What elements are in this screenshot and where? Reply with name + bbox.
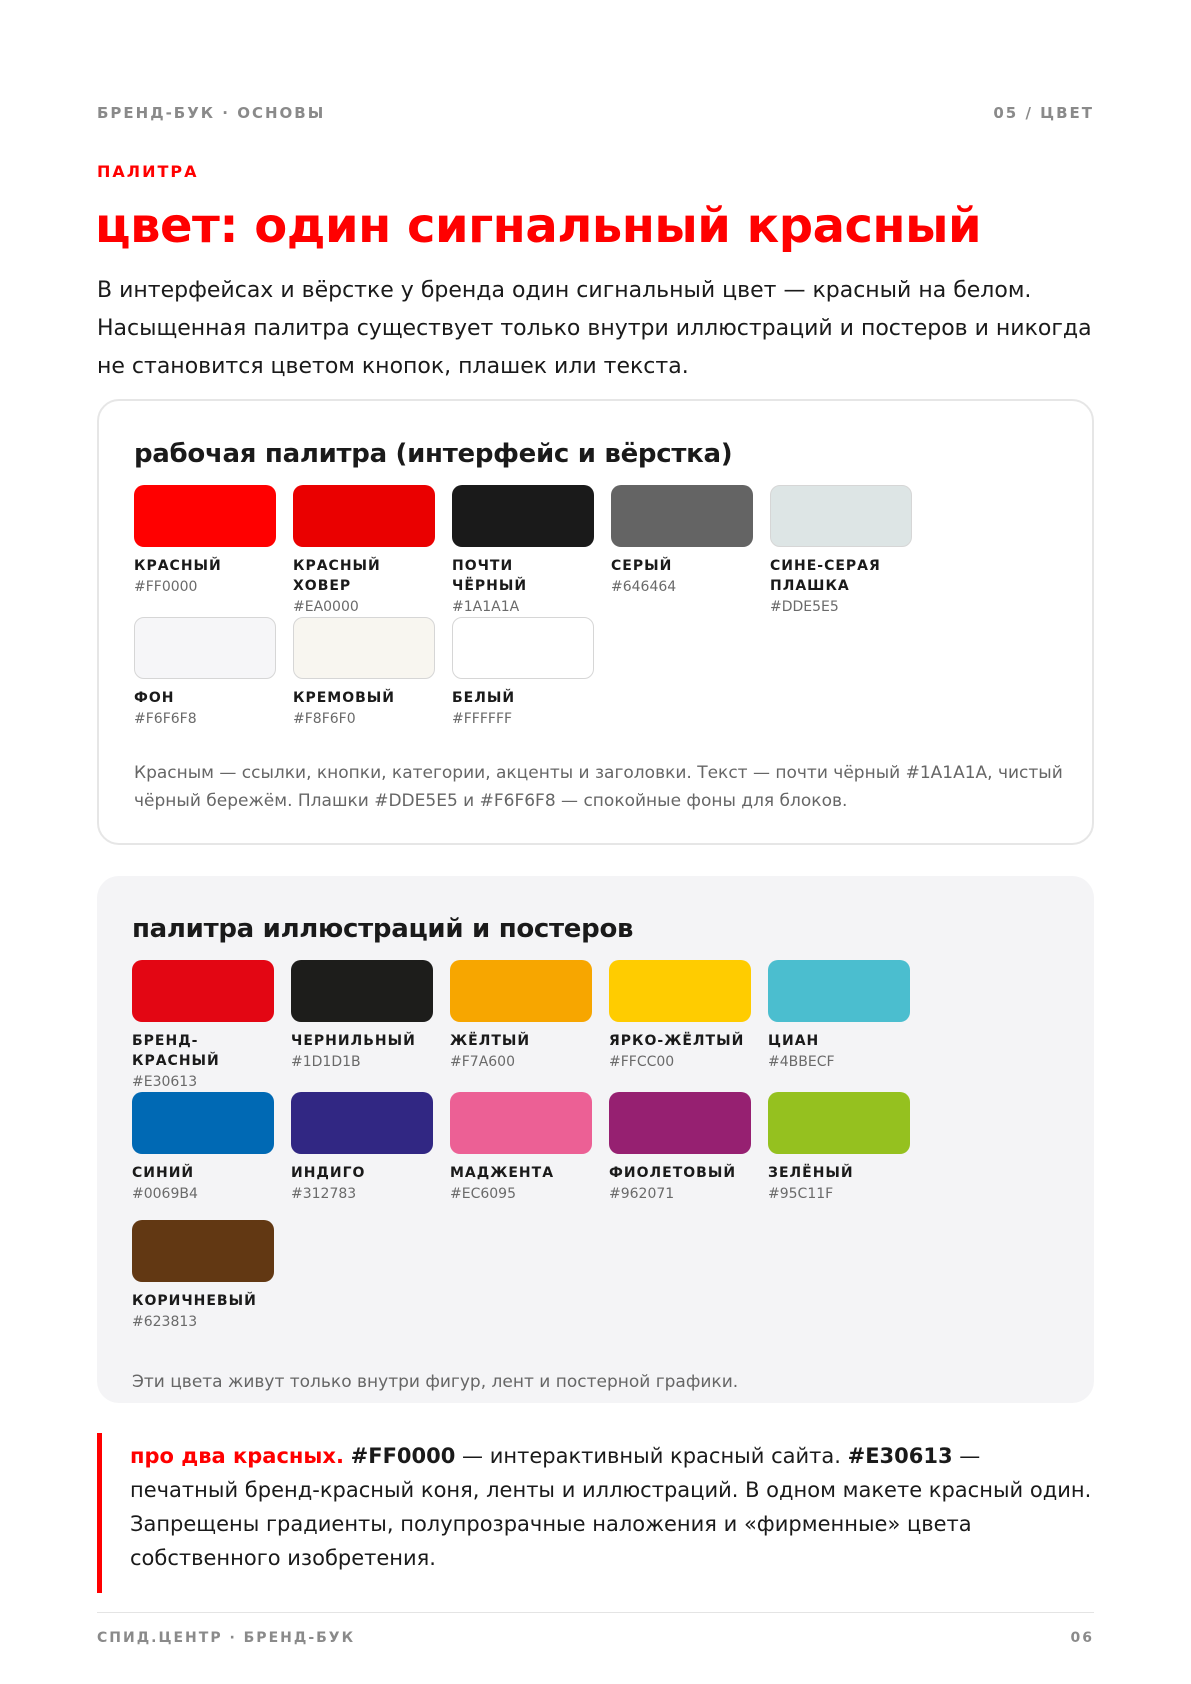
illustration-palette-title: палитра иллюстраций и постеров — [132, 914, 634, 944]
color-hex: #F6F6F8 — [134, 711, 197, 727]
color-swatch — [132, 1092, 274, 1154]
two-reds-callout — [97, 1433, 1094, 1593]
color-hex: #4BBECF — [768, 1054, 835, 1070]
color-swatch — [450, 1092, 592, 1154]
working-swatch-grid — [134, 485, 1058, 745]
color-hex: #0069B4 — [132, 1186, 198, 1202]
color-hex: #1D1D1B — [291, 1054, 361, 1070]
color-hex: #F7A600 — [450, 1054, 515, 1070]
color-swatch — [134, 617, 276, 679]
color-name: СИНЕ-СЕРАЯ ПЛАШКА — [770, 558, 881, 594]
color-name: СЕРЫЙ — [611, 558, 673, 574]
page-footer — [97, 1630, 1094, 1646]
color-swatch-item — [132, 960, 274, 1092]
color-hex: #DDE5E5 — [770, 599, 839, 615]
color-hex: #E30613 — [132, 1074, 198, 1090]
color-swatch-item — [609, 1092, 751, 1220]
illustration-swatch-grid — [132, 960, 1060, 1348]
color-name: ЗЕЛЁНЫЙ — [768, 1165, 854, 1181]
color-swatch — [768, 960, 910, 1022]
section-eyebrow: ПАЛИТРА — [97, 162, 199, 181]
color-hex: #312783 — [291, 1186, 357, 1202]
color-swatch-item — [450, 960, 592, 1092]
color-swatch — [450, 960, 592, 1022]
callout-code-primary: #FF0000 — [350, 1444, 456, 1468]
color-name: СИНИЙ — [132, 1165, 195, 1181]
color-name: ЦИАН — [768, 1033, 820, 1049]
color-swatch-item — [293, 617, 435, 745]
color-swatch — [609, 960, 751, 1022]
color-swatch-item — [450, 1092, 592, 1220]
color-swatch — [611, 485, 753, 547]
color-swatch-item — [134, 617, 276, 745]
color-swatch-item — [452, 617, 594, 745]
color-name: ПОЧТИ ЧЁРНЫЙ — [452, 558, 528, 594]
color-swatch — [293, 617, 435, 679]
color-name: ФОН — [134, 690, 175, 706]
callout-lead-in: про два красных. — [130, 1444, 344, 1468]
color-swatch — [291, 960, 433, 1022]
color-hex: #EA0000 — [293, 599, 359, 615]
running-head-right: 05 / ЦВЕТ — [993, 104, 1094, 122]
color-swatch-item — [768, 1092, 910, 1220]
color-swatch-item — [291, 1092, 433, 1220]
color-swatch — [132, 960, 274, 1022]
color-name: КРАСНЫЙ ХОВЕР — [293, 558, 381, 594]
running-head-left: БРЕНД-БУК · ОСНОВЫ — [97, 104, 326, 122]
color-swatch — [134, 485, 276, 547]
color-name: МАДЖЕНТА — [450, 1165, 555, 1181]
color-swatch — [770, 485, 912, 547]
color-name: КРЕМОВЫЙ — [293, 690, 395, 706]
color-name: КОРИЧНЕВЫЙ — [132, 1293, 257, 1309]
color-name: ЖЁЛТЫЙ — [450, 1033, 531, 1049]
color-swatch-item — [132, 1220, 274, 1348]
page-number: 06 — [1070, 1630, 1094, 1646]
color-swatch-item — [452, 485, 594, 617]
color-swatch-item — [291, 960, 433, 1092]
color-name: ИНДИГО — [291, 1165, 366, 1181]
color-name: ЯРКО-ЖЁЛТЫЙ — [609, 1033, 745, 1049]
color-hex: #623813 — [132, 1314, 198, 1330]
color-swatch-item — [609, 960, 751, 1092]
color-hex: #FFFFFF — [452, 711, 513, 727]
working-palette-title: рабочая палитра (интерфейс и вёрстка) — [134, 439, 733, 469]
color-hex: #EC6095 — [450, 1186, 516, 1202]
working-palette-note: Красным — ссылки, кнопки, категории, акценты и заголовки. Текст — почти чёрный #1A1A1A, чистый чёрный бережём. Плашки #DDE5E5 и #F6F6F8 — спокойные фоны для блоков. — [134, 763, 1063, 811]
color-name: БЕЛЫЙ — [452, 690, 516, 706]
color-hex: #FF0000 — [134, 579, 198, 595]
color-swatch-item — [770, 485, 912, 617]
color-swatch-item — [134, 485, 276, 617]
footer-divider — [97, 1612, 1094, 1613]
color-swatch-item — [768, 960, 910, 1092]
color-hex: #1A1A1A — [452, 599, 520, 615]
working-palette-panel — [97, 399, 1094, 845]
page-title: цвет: один сигнальный красный — [95, 198, 982, 254]
running-head — [97, 104, 1094, 122]
color-hex: #95C11F — [768, 1186, 834, 1202]
color-swatch — [768, 1092, 910, 1154]
illustration-palette-panel — [97, 876, 1094, 1403]
color-hex: #646464 — [611, 579, 677, 595]
color-name: ЧЕРНИЛЬНЫЙ — [291, 1033, 416, 1049]
color-swatch — [293, 485, 435, 547]
color-hex: #F8F6F0 — [293, 711, 356, 727]
color-swatch-item — [611, 485, 753, 617]
color-swatch — [452, 617, 594, 679]
color-hex: #962071 — [609, 1186, 675, 1202]
color-name: КРАСНЫЙ — [134, 558, 222, 574]
color-swatch-item — [132, 1092, 274, 1220]
color-hex: #FFCC00 — [609, 1054, 675, 1070]
illustration-palette-note: Эти цвета живут только внутри фигур, лент и постерной графики. — [132, 1372, 739, 1392]
color-swatch — [291, 1092, 433, 1154]
callout-text-primary: — интерактивный красный сайта. — [455, 1444, 848, 1468]
footer-left: СПИД.ЦЕНТР · БРЕНД-БУК — [97, 1630, 356, 1646]
color-swatch — [452, 485, 594, 547]
color-swatch — [609, 1092, 751, 1154]
callout-code-brand: #E30613 — [847, 1444, 953, 1468]
color-swatch-item — [293, 485, 435, 617]
callout-text-brand: — печатный бренд-красный коня, ленты и иллюстраций. В одном макете красный один. Запрещены градиенты, полупрозрачные наложения и «фирменные» цвета собственного изобретения. — [130, 1444, 1092, 1570]
lead-paragraph: В интерфейсах и вёрстке у бренда один сигнальный цвет — красный на белом. Насыщенная палитра существует только внутри иллюстраций и постеров и никогда не становится цветом кнопок, плашек или текста. — [97, 278, 1092, 379]
color-name: ФИОЛЕТОВЫЙ — [609, 1165, 737, 1181]
color-swatch — [132, 1220, 274, 1282]
color-name: БРЕНД-КРАСНЫЙ — [132, 1033, 220, 1069]
